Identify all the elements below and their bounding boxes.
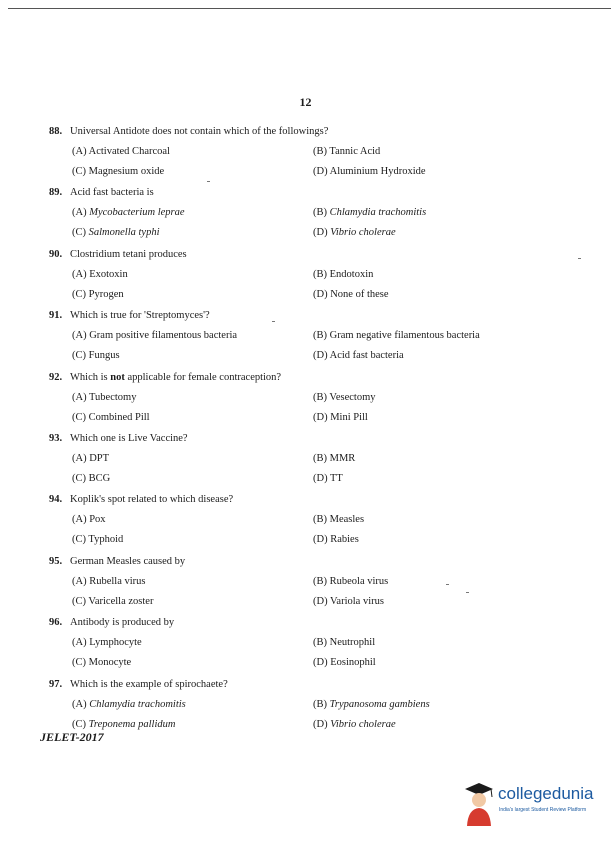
scan-speck xyxy=(446,584,449,585)
option-d: (D) TT xyxy=(313,472,343,484)
logo-tagline: India's largest Student Review Platform xyxy=(499,807,587,813)
question-88 xyxy=(49,122,579,183)
option-c: (C) Fungus xyxy=(72,350,120,362)
question-92 xyxy=(49,368,579,429)
question-number: 89. xyxy=(49,187,63,199)
question-94 xyxy=(49,490,579,551)
question-text: Clostridium tetani produces xyxy=(70,248,187,260)
option-b: (B) Gram negative filamentous bacteria xyxy=(313,330,480,342)
scan-speck xyxy=(272,321,275,322)
question-text: Koplik's spot related to which disease? xyxy=(70,494,234,506)
scan-speck xyxy=(207,181,210,182)
option-d: (D) Rabies xyxy=(313,534,359,546)
top-rule xyxy=(8,8,611,9)
option-a: (A) DPT xyxy=(72,452,110,464)
option-d: (D) Vibrio cholerae xyxy=(313,227,396,239)
question-list xyxy=(49,122,579,736)
question-97 xyxy=(49,675,579,736)
option-b: (B) Rubeola virus xyxy=(313,575,389,587)
option-b: (B) Vesectomy xyxy=(313,391,376,403)
question-number: 96. xyxy=(49,617,63,629)
option-d: (D) Acid fast bacteria xyxy=(313,350,404,362)
option-a: (A) Mycobacterium leprae xyxy=(72,207,185,219)
option-a: (A) Exotoxin xyxy=(72,268,128,280)
question-text: Which is the example of spirochaete? xyxy=(70,678,228,690)
option-c: (C) Combined Pill xyxy=(72,411,150,423)
question-text: Which is true for 'Streptomyces'? xyxy=(70,310,210,322)
option-b: (B) Neutrophil xyxy=(313,637,376,649)
option-b: (B) Trypanosoma gambiens xyxy=(313,698,430,710)
question-93 xyxy=(49,429,579,490)
question-number: 94. xyxy=(49,494,63,506)
option-d: (D) Eosinophil xyxy=(313,657,376,669)
logo-wordmark: collegedunia xyxy=(498,784,594,803)
question-number: 91. xyxy=(49,310,63,322)
scan-speck xyxy=(578,258,581,259)
question-number: 88. xyxy=(49,126,63,137)
question-text: Universal Antidote does not contain which of the followings? xyxy=(70,126,329,137)
question-text: Acid fast bacteria is xyxy=(70,187,154,199)
option-a: (A) Pox xyxy=(72,514,106,526)
option-c: (C) Monocyte xyxy=(72,657,132,669)
question-95 xyxy=(49,552,579,613)
option-b: (B) Chlamydia trachomitis xyxy=(313,207,427,219)
option-a: (A) Rubella virus xyxy=(72,575,146,587)
question-text: Antibody is produced by xyxy=(70,617,175,629)
question-text: Which one is Live Vaccine? xyxy=(70,432,188,444)
option-d: (D) None of these xyxy=(313,288,389,300)
option-d: (D) Vibrio cholerae xyxy=(313,718,396,730)
option-c: (C) Typhoid xyxy=(72,534,124,546)
option-a: (A) Activated Charcoal xyxy=(72,146,170,157)
exam-footer: JELET-2017 xyxy=(40,730,104,744)
question-89 xyxy=(49,183,579,244)
option-d: (D) Mini Pill xyxy=(313,411,368,423)
question-number: 95. xyxy=(49,555,63,567)
option-c: (C) Magnesium oxide xyxy=(72,166,165,177)
page-number: 12 xyxy=(299,95,312,109)
option-a: (A) Lymphocyte xyxy=(72,637,142,649)
option-c: (C) Pyrogen xyxy=(72,288,124,300)
question-text: Which is not applicable for female contraception? xyxy=(70,371,282,383)
option-c: (C) BCG xyxy=(72,472,111,484)
question-96 xyxy=(49,613,579,674)
question-text: German Measles caused by xyxy=(70,555,186,567)
option-a: (A) Tubectomy xyxy=(72,391,137,403)
question-91 xyxy=(49,306,579,367)
option-c: (C) Treponema pallidum xyxy=(72,718,176,730)
question-90 xyxy=(49,245,579,306)
question-number: 97. xyxy=(49,678,63,690)
option-b: (B) Endotoxin xyxy=(313,268,374,280)
option-b: (B) Measles xyxy=(313,514,365,526)
option-c: (C) Varicella zoster xyxy=(72,595,154,607)
question-number: 90. xyxy=(49,248,63,260)
scan-speck xyxy=(466,592,469,593)
option-d: (D) Aluminium Hydroxide xyxy=(313,166,426,177)
option-a: (A) Gram positive filamentous bacteria xyxy=(72,330,238,342)
option-b: (B) MMR xyxy=(313,452,356,464)
question-number: 92. xyxy=(49,371,63,383)
option-a: (A) Chlamydia trachomitis xyxy=(72,698,186,710)
option-c: (C) Salmonella typhi xyxy=(72,227,160,239)
graduate-mascot-icon xyxy=(462,780,496,826)
option-d: (D) Variola virus xyxy=(313,595,384,607)
collegedunia-logo xyxy=(462,780,607,828)
option-b: (B) Tannic Acid xyxy=(313,146,381,157)
question-number: 93. xyxy=(49,432,63,444)
